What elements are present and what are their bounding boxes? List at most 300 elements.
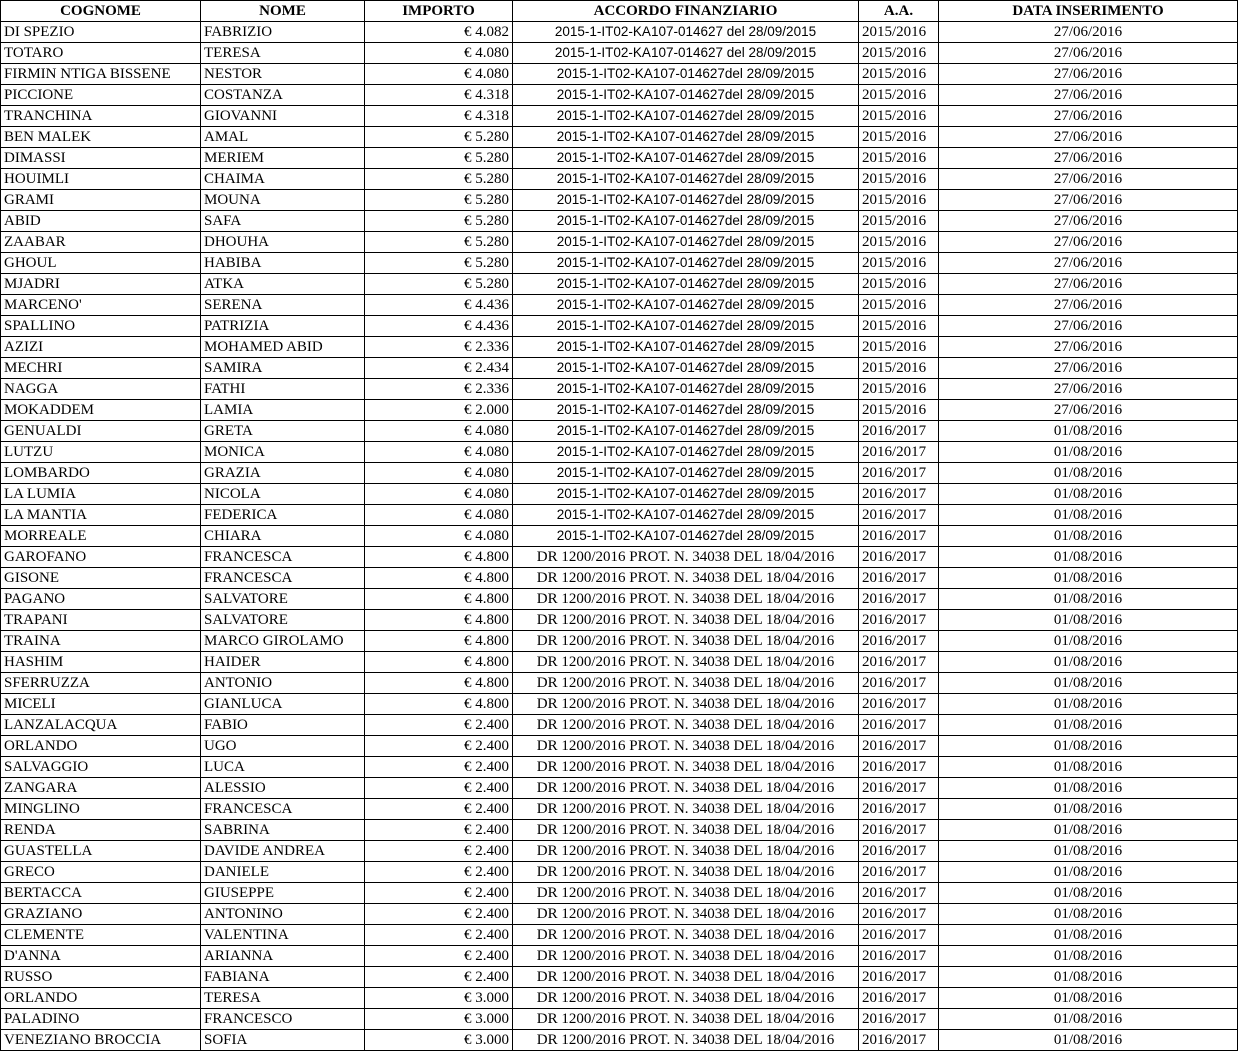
cell-accordo-finanziario[interactable]: 2015-1-IT02-KA107-014627del 28/09/2015	[513, 190, 859, 211]
cell-importo[interactable]: € 2.400	[365, 799, 513, 820]
cell-anno-accademico[interactable]: 2016/2017	[859, 862, 939, 883]
cell-importo[interactable]: € 2.400	[365, 946, 513, 967]
cell-accordo-finanziario[interactable]: DR 1200/2016 PROT. N. 34038 DEL 18/04/2016	[513, 946, 859, 967]
cell-data-inserimento[interactable]: 27/06/2016	[939, 127, 1238, 148]
cell-nome[interactable]: SAMIRA	[201, 358, 365, 379]
cell-nome[interactable]: TERESA	[201, 43, 365, 64]
cell-accordo-finanziario[interactable]: DR 1200/2016 PROT. N. 34038 DEL 18/04/2016	[513, 904, 859, 925]
cell-importo[interactable]: € 2.400	[365, 736, 513, 757]
cell-importo[interactable]: € 4.318	[365, 106, 513, 127]
cell-data-inserimento[interactable]: 01/08/2016	[939, 1009, 1238, 1030]
cell-nome[interactable]: SOFIA	[201, 1030, 365, 1051]
cell-accordo-finanziario[interactable]: 2015-1-IT02-KA107-014627del 28/09/2015	[513, 253, 859, 274]
cell-anno-accademico[interactable]: 2016/2017	[859, 463, 939, 484]
cell-nome[interactable]: DHOUHA	[201, 232, 365, 253]
cell-data-inserimento[interactable]: 01/08/2016	[939, 820, 1238, 841]
cell-anno-accademico[interactable]: 2015/2016	[859, 22, 939, 43]
cell-anno-accademico[interactable]: 2016/2017	[859, 799, 939, 820]
cell-importo[interactable]: € 2.336	[365, 337, 513, 358]
cell-importo[interactable]: € 5.280	[365, 127, 513, 148]
cell-cognome[interactable]: HOUIMLI	[1, 169, 201, 190]
cell-anno-accademico[interactable]: 2016/2017	[859, 841, 939, 862]
cell-data-inserimento[interactable]: 27/06/2016	[939, 358, 1238, 379]
cell-accordo-finanziario[interactable]: DR 1200/2016 PROT. N. 34038 DEL 18/04/2016	[513, 610, 859, 631]
cell-data-inserimento[interactable]: 27/06/2016	[939, 232, 1238, 253]
cell-anno-accademico[interactable]: 2016/2017	[859, 568, 939, 589]
cell-importo[interactable]: € 2.400	[365, 778, 513, 799]
cell-importo[interactable]: € 4.080	[365, 484, 513, 505]
cell-data-inserimento[interactable]: 01/08/2016	[939, 946, 1238, 967]
cell-accordo-finanziario[interactable]: 2015-1-IT02-KA107-014627del 28/09/2015	[513, 400, 859, 421]
cell-accordo-finanziario[interactable]: 2015-1-IT02-KA107-014627del 28/09/2015	[513, 127, 859, 148]
cell-data-inserimento[interactable]: 01/08/2016	[939, 442, 1238, 463]
cell-anno-accademico[interactable]: 2015/2016	[859, 43, 939, 64]
cell-cognome[interactable]: SPALLINO	[1, 316, 201, 337]
cell-nome[interactable]: FRANCESCA	[201, 547, 365, 568]
cell-data-inserimento[interactable]: 01/08/2016	[939, 925, 1238, 946]
cell-cognome[interactable]: DIMASSI	[1, 148, 201, 169]
cell-importo[interactable]: € 4.080	[365, 463, 513, 484]
cell-accordo-finanziario[interactable]: DR 1200/2016 PROT. N. 34038 DEL 18/04/2016	[513, 883, 859, 904]
cell-cognome[interactable]: GRAMI	[1, 190, 201, 211]
cell-accordo-finanziario[interactable]: 2015-1-IT02-KA107-014627del 28/09/2015	[513, 274, 859, 295]
cell-cognome[interactable]: BERTACCA	[1, 883, 201, 904]
cell-nome[interactable]: SALVATORE	[201, 610, 365, 631]
cell-nome[interactable]: COSTANZA	[201, 85, 365, 106]
cell-cognome[interactable]: GHOUL	[1, 253, 201, 274]
cell-cognome[interactable]: AZIZI	[1, 337, 201, 358]
cell-data-inserimento[interactable]: 27/06/2016	[939, 274, 1238, 295]
cell-importo[interactable]: € 3.000	[365, 988, 513, 1009]
cell-accordo-finanziario[interactable]: 2015-1-IT02-KA107-014627del 28/09/2015	[513, 337, 859, 358]
cell-accordo-finanziario[interactable]: DR 1200/2016 PROT. N. 34038 DEL 18/04/2016	[513, 967, 859, 988]
cell-nome[interactable]: ANTONINO	[201, 904, 365, 925]
cell-accordo-finanziario[interactable]: 2015-1-IT02-KA107-014627del 28/09/2015	[513, 64, 859, 85]
cell-anno-accademico[interactable]: 2016/2017	[859, 925, 939, 946]
cell-cognome[interactable]: MICELI	[1, 694, 201, 715]
cell-data-inserimento[interactable]: 01/08/2016	[939, 610, 1238, 631]
cell-importo[interactable]: € 4.082	[365, 22, 513, 43]
cell-nome[interactable]: FABIO	[201, 715, 365, 736]
cell-accordo-finanziario[interactable]: 2015-1-IT02-KA107-014627del 28/09/2015	[513, 505, 859, 526]
cell-anno-accademico[interactable]: 2016/2017	[859, 736, 939, 757]
cell-accordo-finanziario[interactable]: DR 1200/2016 PROT. N. 34038 DEL 18/04/2016	[513, 589, 859, 610]
cell-anno-accademico[interactable]: 2016/2017	[859, 421, 939, 442]
cell-data-inserimento[interactable]: 27/06/2016	[939, 64, 1238, 85]
cell-nome[interactable]: FEDERICA	[201, 505, 365, 526]
cell-importo[interactable]: € 4.800	[365, 673, 513, 694]
cell-anno-accademico[interactable]: 2016/2017	[859, 547, 939, 568]
cell-accordo-finanziario[interactable]: 2015-1-IT02-KA107-014627del 28/09/2015	[513, 295, 859, 316]
cell-anno-accademico[interactable]: 2016/2017	[859, 1030, 939, 1051]
cell-data-inserimento[interactable]: 27/06/2016	[939, 106, 1238, 127]
cell-data-inserimento[interactable]: 01/08/2016	[939, 568, 1238, 589]
cell-cognome[interactable]: RENDA	[1, 820, 201, 841]
cell-data-inserimento[interactable]: 01/08/2016	[939, 883, 1238, 904]
cell-nome[interactable]: SALVATORE	[201, 589, 365, 610]
cell-data-inserimento[interactable]: 01/08/2016	[939, 799, 1238, 820]
cell-cognome[interactable]: NAGGA	[1, 379, 201, 400]
cell-accordo-finanziario[interactable]: 2015-1-IT02-KA107-014627del 28/09/2015	[513, 526, 859, 547]
cell-cognome[interactable]: LA MANTIA	[1, 505, 201, 526]
cell-cognome[interactable]: GAROFANO	[1, 547, 201, 568]
cell-cognome[interactable]: ORLANDO	[1, 736, 201, 757]
cell-accordo-finanziario[interactable]: 2015-1-IT02-KA107-014627del 28/09/2015	[513, 442, 859, 463]
cell-cognome[interactable]: MARCENO'	[1, 295, 201, 316]
header-data-inserimento[interactable]: DATA INSERIMENTO	[939, 1, 1238, 22]
cell-data-inserimento[interactable]: 27/06/2016	[939, 43, 1238, 64]
header-cognome[interactable]: COGNOME	[1, 1, 201, 22]
cell-cognome[interactable]: ZANGARA	[1, 778, 201, 799]
cell-cognome[interactable]: SFERRUZZA	[1, 673, 201, 694]
cell-importo[interactable]: € 2.434	[365, 358, 513, 379]
cell-nome[interactable]: SAFA	[201, 211, 365, 232]
cell-data-inserimento[interactable]: 01/08/2016	[939, 904, 1238, 925]
cell-cognome[interactable]: MORREALE	[1, 526, 201, 547]
cell-data-inserimento[interactable]: 01/08/2016	[939, 652, 1238, 673]
cell-nome[interactable]: MERIEM	[201, 148, 365, 169]
cell-accordo-finanziario[interactable]: DR 1200/2016 PROT. N. 34038 DEL 18/04/2016	[513, 652, 859, 673]
cell-accordo-finanziario[interactable]: 2015-1-IT02-KA107-014627del 28/09/2015	[513, 148, 859, 169]
cell-importo[interactable]: € 5.280	[365, 211, 513, 232]
cell-anno-accademico[interactable]: 2016/2017	[859, 1009, 939, 1030]
cell-accordo-finanziario[interactable]: DR 1200/2016 PROT. N. 34038 DEL 18/04/2016	[513, 988, 859, 1009]
cell-importo[interactable]: € 2.336	[365, 379, 513, 400]
cell-cognome[interactable]: ABID	[1, 211, 201, 232]
cell-importo[interactable]: € 4.800	[365, 589, 513, 610]
cell-cognome[interactable]: GUASTELLA	[1, 841, 201, 862]
cell-data-inserimento[interactable]: 01/08/2016	[939, 988, 1238, 1009]
cell-data-inserimento[interactable]: 01/08/2016	[939, 463, 1238, 484]
cell-importo[interactable]: € 2.400	[365, 757, 513, 778]
cell-importo[interactable]: € 4.436	[365, 295, 513, 316]
cell-accordo-finanziario[interactable]: DR 1200/2016 PROT. N. 34038 DEL 18/04/2016	[513, 820, 859, 841]
cell-data-inserimento[interactable]: 01/08/2016	[939, 736, 1238, 757]
cell-nome[interactable]: VALENTINA	[201, 925, 365, 946]
cell-cognome[interactable]: LANZALACQUA	[1, 715, 201, 736]
cell-cognome[interactable]: D'ANNA	[1, 946, 201, 967]
cell-accordo-finanziario[interactable]: DR 1200/2016 PROT. N. 34038 DEL 18/04/2016	[513, 736, 859, 757]
cell-anno-accademico[interactable]: 2015/2016	[859, 169, 939, 190]
cell-nome[interactable]: ARIANNA	[201, 946, 365, 967]
cell-accordo-finanziario[interactable]: DR 1200/2016 PROT. N. 34038 DEL 18/04/2016	[513, 694, 859, 715]
cell-accordo-finanziario[interactable]: 2015-1-IT02-KA107-014627del 28/09/2015	[513, 211, 859, 232]
cell-data-inserimento[interactable]: 27/06/2016	[939, 22, 1238, 43]
cell-importo[interactable]: € 4.080	[365, 442, 513, 463]
header-importo[interactable]: IMPORTO	[365, 1, 513, 22]
cell-anno-accademico[interactable]: 2015/2016	[859, 85, 939, 106]
cell-nome[interactable]: FABIANA	[201, 967, 365, 988]
cell-accordo-finanziario[interactable]: DR 1200/2016 PROT. N. 34038 DEL 18/04/2016	[513, 631, 859, 652]
cell-nome[interactable]: MOUNA	[201, 190, 365, 211]
cell-nome[interactable]: MONICA	[201, 442, 365, 463]
cell-nome[interactable]: HAIDER	[201, 652, 365, 673]
cell-nome[interactable]: FRANCESCO	[201, 1009, 365, 1030]
cell-importo[interactable]: € 4.080	[365, 505, 513, 526]
cell-accordo-finanziario[interactable]: DR 1200/2016 PROT. N. 34038 DEL 18/04/2016	[513, 778, 859, 799]
cell-importo[interactable]: € 4.080	[365, 64, 513, 85]
cell-cognome[interactable]: DI SPEZIO	[1, 22, 201, 43]
cell-data-inserimento[interactable]: 27/06/2016	[939, 379, 1238, 400]
cell-anno-accademico[interactable]: 2016/2017	[859, 757, 939, 778]
cell-accordo-finanziario[interactable]: DR 1200/2016 PROT. N. 34038 DEL 18/04/2016	[513, 757, 859, 778]
cell-data-inserimento[interactable]: 27/06/2016	[939, 400, 1238, 421]
header-accordo-finanziario[interactable]: ACCORDO FINANZIARIO	[513, 1, 859, 22]
cell-nome[interactable]: GIANLUCA	[201, 694, 365, 715]
cell-accordo-finanziario[interactable]: DR 1200/2016 PROT. N. 34038 DEL 18/04/2016	[513, 799, 859, 820]
cell-nome[interactable]: HABIBA	[201, 253, 365, 274]
cell-importo[interactable]: € 5.280	[365, 169, 513, 190]
cell-importo[interactable]: € 5.280	[365, 148, 513, 169]
cell-cognome[interactable]: MINGLINO	[1, 799, 201, 820]
cell-cognome[interactable]: LUTZU	[1, 442, 201, 463]
cell-data-inserimento[interactable]: 01/08/2016	[939, 967, 1238, 988]
cell-cognome[interactable]: MECHRI	[1, 358, 201, 379]
cell-accordo-finanziario[interactable]: 2015-1-IT02-KA107-014627del 28/09/2015	[513, 379, 859, 400]
cell-anno-accademico[interactable]: 2015/2016	[859, 64, 939, 85]
cell-anno-accademico[interactable]: 2015/2016	[859, 190, 939, 211]
cell-nome[interactable]: GIOVANNI	[201, 106, 365, 127]
cell-cognome[interactable]: TRAPANI	[1, 610, 201, 631]
cell-anno-accademico[interactable]: 2015/2016	[859, 106, 939, 127]
cell-anno-accademico[interactable]: 2016/2017	[859, 610, 939, 631]
cell-anno-accademico[interactable]: 2015/2016	[859, 211, 939, 232]
cell-data-inserimento[interactable]: 27/06/2016	[939, 85, 1238, 106]
cell-importo[interactable]: € 2.400	[365, 967, 513, 988]
cell-cognome[interactable]: MOKADDEM	[1, 400, 201, 421]
cell-data-inserimento[interactable]: 01/08/2016	[939, 421, 1238, 442]
cell-importo[interactable]: € 4.318	[365, 85, 513, 106]
cell-data-inserimento[interactable]: 01/08/2016	[939, 715, 1238, 736]
cell-anno-accademico[interactable]: 2016/2017	[859, 967, 939, 988]
cell-anno-accademico[interactable]: 2015/2016	[859, 316, 939, 337]
cell-accordo-finanziario[interactable]: 2015-1-IT02-KA107-014627del 28/09/2015	[513, 358, 859, 379]
cell-nome[interactable]: GIUSEPPE	[201, 883, 365, 904]
cell-cognome[interactable]: PICCIONE	[1, 85, 201, 106]
cell-data-inserimento[interactable]: 01/08/2016	[939, 526, 1238, 547]
cell-importo[interactable]: € 4.080	[365, 43, 513, 64]
cell-cognome[interactable]: PALADINO	[1, 1009, 201, 1030]
cell-importo[interactable]: € 2.400	[365, 715, 513, 736]
cell-importo[interactable]: € 5.280	[365, 190, 513, 211]
cell-nome[interactable]: MOHAMED ABID	[201, 337, 365, 358]
cell-nome[interactable]: FRANCESCA	[201, 568, 365, 589]
cell-cognome[interactable]: ZAABAR	[1, 232, 201, 253]
cell-accordo-finanziario[interactable]: 2015-1-IT02-KA107-014627del 28/09/2015	[513, 85, 859, 106]
cell-nome[interactable]: LAMIA	[201, 400, 365, 421]
cell-accordo-finanziario[interactable]: DR 1200/2016 PROT. N. 34038 DEL 18/04/2016	[513, 1009, 859, 1030]
header-anno-accademico[interactable]: A.A.	[859, 1, 939, 22]
cell-nome[interactable]: DANIELE	[201, 862, 365, 883]
cell-anno-accademico[interactable]: 2015/2016	[859, 274, 939, 295]
cell-nome[interactable]: GRETA	[201, 421, 365, 442]
cell-accordo-finanziario[interactable]: 2015-1-IT02-KA107-014627del 28/09/2015	[513, 169, 859, 190]
cell-cognome[interactable]: CLEMENTE	[1, 925, 201, 946]
cell-data-inserimento[interactable]: 01/08/2016	[939, 673, 1238, 694]
cell-nome[interactable]: GRAZIA	[201, 463, 365, 484]
cell-anno-accademico[interactable]: 2016/2017	[859, 820, 939, 841]
cell-data-inserimento[interactable]: 01/08/2016	[939, 631, 1238, 652]
cell-data-inserimento[interactable]: 01/08/2016	[939, 841, 1238, 862]
cell-anno-accademico[interactable]: 2016/2017	[859, 694, 939, 715]
cell-anno-accademico[interactable]: 2015/2016	[859, 358, 939, 379]
cell-anno-accademico[interactable]: 2016/2017	[859, 904, 939, 925]
cell-accordo-finanziario[interactable]: 2015-1-IT02-KA107-014627 del 28/09/2015	[513, 22, 859, 43]
cell-nome[interactable]: SABRINA	[201, 820, 365, 841]
cell-cognome[interactable]: PAGANO	[1, 589, 201, 610]
cell-nome[interactable]: AMAL	[201, 127, 365, 148]
cell-data-inserimento[interactable]: 01/08/2016	[939, 589, 1238, 610]
cell-cognome[interactable]: VENEZIANO BROCCIA	[1, 1030, 201, 1051]
cell-data-inserimento[interactable]: 27/06/2016	[939, 211, 1238, 232]
cell-cognome[interactable]: GENUALDI	[1, 421, 201, 442]
cell-data-inserimento[interactable]: 01/08/2016	[939, 694, 1238, 715]
cell-nome[interactable]: FABRIZIO	[201, 22, 365, 43]
header-nome[interactable]: NOME	[201, 1, 365, 22]
cell-importo[interactable]: € 3.000	[365, 1009, 513, 1030]
cell-importo[interactable]: € 2.400	[365, 883, 513, 904]
cell-anno-accademico[interactable]: 2015/2016	[859, 337, 939, 358]
cell-data-inserimento[interactable]: 27/06/2016	[939, 190, 1238, 211]
cell-data-inserimento[interactable]: 27/06/2016	[939, 253, 1238, 274]
cell-anno-accademico[interactable]: 2016/2017	[859, 526, 939, 547]
cell-data-inserimento[interactable]: 01/08/2016	[939, 778, 1238, 799]
cell-accordo-finanziario[interactable]: DR 1200/2016 PROT. N. 34038 DEL 18/04/2016	[513, 673, 859, 694]
cell-cognome[interactable]: HASHIM	[1, 652, 201, 673]
cell-nome[interactable]: LUCA	[201, 757, 365, 778]
cell-accordo-finanziario[interactable]: 2015-1-IT02-KA107-014627del 28/09/2015	[513, 463, 859, 484]
cell-cognome[interactable]: LA LUMIA	[1, 484, 201, 505]
cell-nome[interactable]: NICOLA	[201, 484, 365, 505]
cell-importo[interactable]: € 5.280	[365, 253, 513, 274]
cell-importo[interactable]: € 2.400	[365, 862, 513, 883]
cell-anno-accademico[interactable]: 2016/2017	[859, 673, 939, 694]
cell-nome[interactable]: NESTOR	[201, 64, 365, 85]
cell-importo[interactable]: € 2.400	[365, 904, 513, 925]
cell-nome[interactable]: SERENA	[201, 295, 365, 316]
cell-anno-accademico[interactable]: 2016/2017	[859, 442, 939, 463]
cell-importo[interactable]: € 4.800	[365, 652, 513, 673]
cell-nome[interactable]: ATKA	[201, 274, 365, 295]
cell-importo[interactable]: € 4.436	[365, 316, 513, 337]
cell-anno-accademico[interactable]: 2015/2016	[859, 295, 939, 316]
cell-accordo-finanziario[interactable]: 2015-1-IT02-KA107-014627del 28/09/2015	[513, 316, 859, 337]
cell-importo[interactable]: € 2.000	[365, 400, 513, 421]
cell-anno-accademico[interactable]: 2016/2017	[859, 484, 939, 505]
cell-data-inserimento[interactable]: 01/08/2016	[939, 757, 1238, 778]
cell-anno-accademico[interactable]: 2015/2016	[859, 253, 939, 274]
cell-nome[interactable]: FRANCESCA	[201, 799, 365, 820]
cell-importo[interactable]: € 3.000	[365, 1030, 513, 1051]
cell-importo[interactable]: € 5.280	[365, 274, 513, 295]
cell-importo[interactable]: € 4.800	[365, 547, 513, 568]
cell-data-inserimento[interactable]: 27/06/2016	[939, 169, 1238, 190]
cell-accordo-finanziario[interactable]: DR 1200/2016 PROT. N. 34038 DEL 18/04/2016	[513, 925, 859, 946]
cell-importo[interactable]: € 4.800	[365, 568, 513, 589]
cell-cognome[interactable]: SALVAGGIO	[1, 757, 201, 778]
cell-anno-accademico[interactable]: 2015/2016	[859, 232, 939, 253]
cell-anno-accademico[interactable]: 2016/2017	[859, 589, 939, 610]
cell-nome[interactable]: MARCO GIROLAMO	[201, 631, 365, 652]
cell-cognome[interactable]: TRAINA	[1, 631, 201, 652]
cell-importo[interactable]: € 4.800	[365, 631, 513, 652]
cell-anno-accademico[interactable]: 2016/2017	[859, 946, 939, 967]
cell-nome[interactable]: UGO	[201, 736, 365, 757]
cell-importo[interactable]: € 5.280	[365, 232, 513, 253]
cell-anno-accademico[interactable]: 2015/2016	[859, 400, 939, 421]
cell-nome[interactable]: FATHI	[201, 379, 365, 400]
cell-cognome[interactable]: RUSSO	[1, 967, 201, 988]
cell-cognome[interactable]: TOTARO	[1, 43, 201, 64]
cell-data-inserimento[interactable]: 01/08/2016	[939, 1030, 1238, 1051]
cell-accordo-finanziario[interactable]: DR 1200/2016 PROT. N. 34038 DEL 18/04/2016	[513, 841, 859, 862]
cell-data-inserimento[interactable]: 01/08/2016	[939, 547, 1238, 568]
cell-nome[interactable]: TERESA	[201, 988, 365, 1009]
cell-anno-accademico[interactable]: 2016/2017	[859, 778, 939, 799]
cell-nome[interactable]: DAVIDE ANDREA	[201, 841, 365, 862]
cell-cognome[interactable]: LOMBARDO	[1, 463, 201, 484]
cell-anno-accademico[interactable]: 2015/2016	[859, 148, 939, 169]
cell-cognome[interactable]: TRANCHINA	[1, 106, 201, 127]
cell-cognome[interactable]: GRECO	[1, 862, 201, 883]
cell-anno-accademico[interactable]: 2016/2017	[859, 988, 939, 1009]
cell-anno-accademico[interactable]: 2016/2017	[859, 505, 939, 526]
cell-accordo-finanziario[interactable]: 2015-1-IT02-KA107-014627del 28/09/2015	[513, 421, 859, 442]
cell-data-inserimento[interactable]: 01/08/2016	[939, 484, 1238, 505]
cell-nome[interactable]: CHIARA	[201, 526, 365, 547]
cell-importo[interactable]: € 2.400	[365, 841, 513, 862]
cell-importo[interactable]: € 4.080	[365, 526, 513, 547]
cell-cognome[interactable]: ORLANDO	[1, 988, 201, 1009]
cell-cognome[interactable]: GISONE	[1, 568, 201, 589]
cell-anno-accademico[interactable]: 2016/2017	[859, 715, 939, 736]
cell-accordo-finanziario[interactable]: DR 1200/2016 PROT. N. 34038 DEL 18/04/2016	[513, 1030, 859, 1051]
cell-anno-accademico[interactable]: 2015/2016	[859, 127, 939, 148]
cell-accordo-finanziario[interactable]: 2015-1-IT02-KA107-014627del 28/09/2015	[513, 484, 859, 505]
cell-importo[interactable]: € 4.800	[365, 610, 513, 631]
cell-nome[interactable]: ANTONIO	[201, 673, 365, 694]
cell-anno-accademico[interactable]: 2016/2017	[859, 883, 939, 904]
cell-accordo-finanziario[interactable]: DR 1200/2016 PROT. N. 34038 DEL 18/04/2016	[513, 862, 859, 883]
cell-importo[interactable]: € 4.080	[365, 421, 513, 442]
cell-importo[interactable]: € 4.800	[365, 694, 513, 715]
cell-nome[interactable]: PATRIZIA	[201, 316, 365, 337]
cell-data-inserimento[interactable]: 27/06/2016	[939, 316, 1238, 337]
cell-accordo-finanziario[interactable]: 2015-1-IT02-KA107-014627del 28/09/2015	[513, 106, 859, 127]
cell-importo[interactable]: € 2.400	[365, 925, 513, 946]
cell-cognome[interactable]: GRAZIANO	[1, 904, 201, 925]
cell-data-inserimento[interactable]: 27/06/2016	[939, 337, 1238, 358]
cell-accordo-finanziario[interactable]: 2015-1-IT02-KA107-014627 del 28/09/2015	[513, 43, 859, 64]
cell-anno-accademico[interactable]: 2015/2016	[859, 379, 939, 400]
cell-accordo-finanziario[interactable]: DR 1200/2016 PROT. N. 34038 DEL 18/04/2016	[513, 715, 859, 736]
cell-data-inserimento[interactable]: 27/06/2016	[939, 148, 1238, 169]
cell-accordo-finanziario[interactable]: DR 1200/2016 PROT. N. 34038 DEL 18/04/2016	[513, 568, 859, 589]
cell-anno-accademico[interactable]: 2016/2017	[859, 631, 939, 652]
cell-data-inserimento[interactable]: 27/06/2016	[939, 295, 1238, 316]
cell-accordo-finanziario[interactable]: 2015-1-IT02-KA107-014627del 28/09/2015	[513, 232, 859, 253]
cell-cognome[interactable]: BEN MALEK	[1, 127, 201, 148]
cell-nome[interactable]: CHAIMA	[201, 169, 365, 190]
cell-cognome[interactable]: MJADRI	[1, 274, 201, 295]
cell-data-inserimento[interactable]: 01/08/2016	[939, 862, 1238, 883]
cell-anno-accademico[interactable]: 2016/2017	[859, 652, 939, 673]
cell-data-inserimento[interactable]: 01/08/2016	[939, 505, 1238, 526]
cell-accordo-finanziario[interactable]: DR 1200/2016 PROT. N. 34038 DEL 18/04/2016	[513, 547, 859, 568]
cell-cognome[interactable]: FIRMIN NTIGA BISSENE	[1, 64, 201, 85]
cell-nome[interactable]: ALESSIO	[201, 778, 365, 799]
cell-importo[interactable]: € 2.400	[365, 820, 513, 841]
